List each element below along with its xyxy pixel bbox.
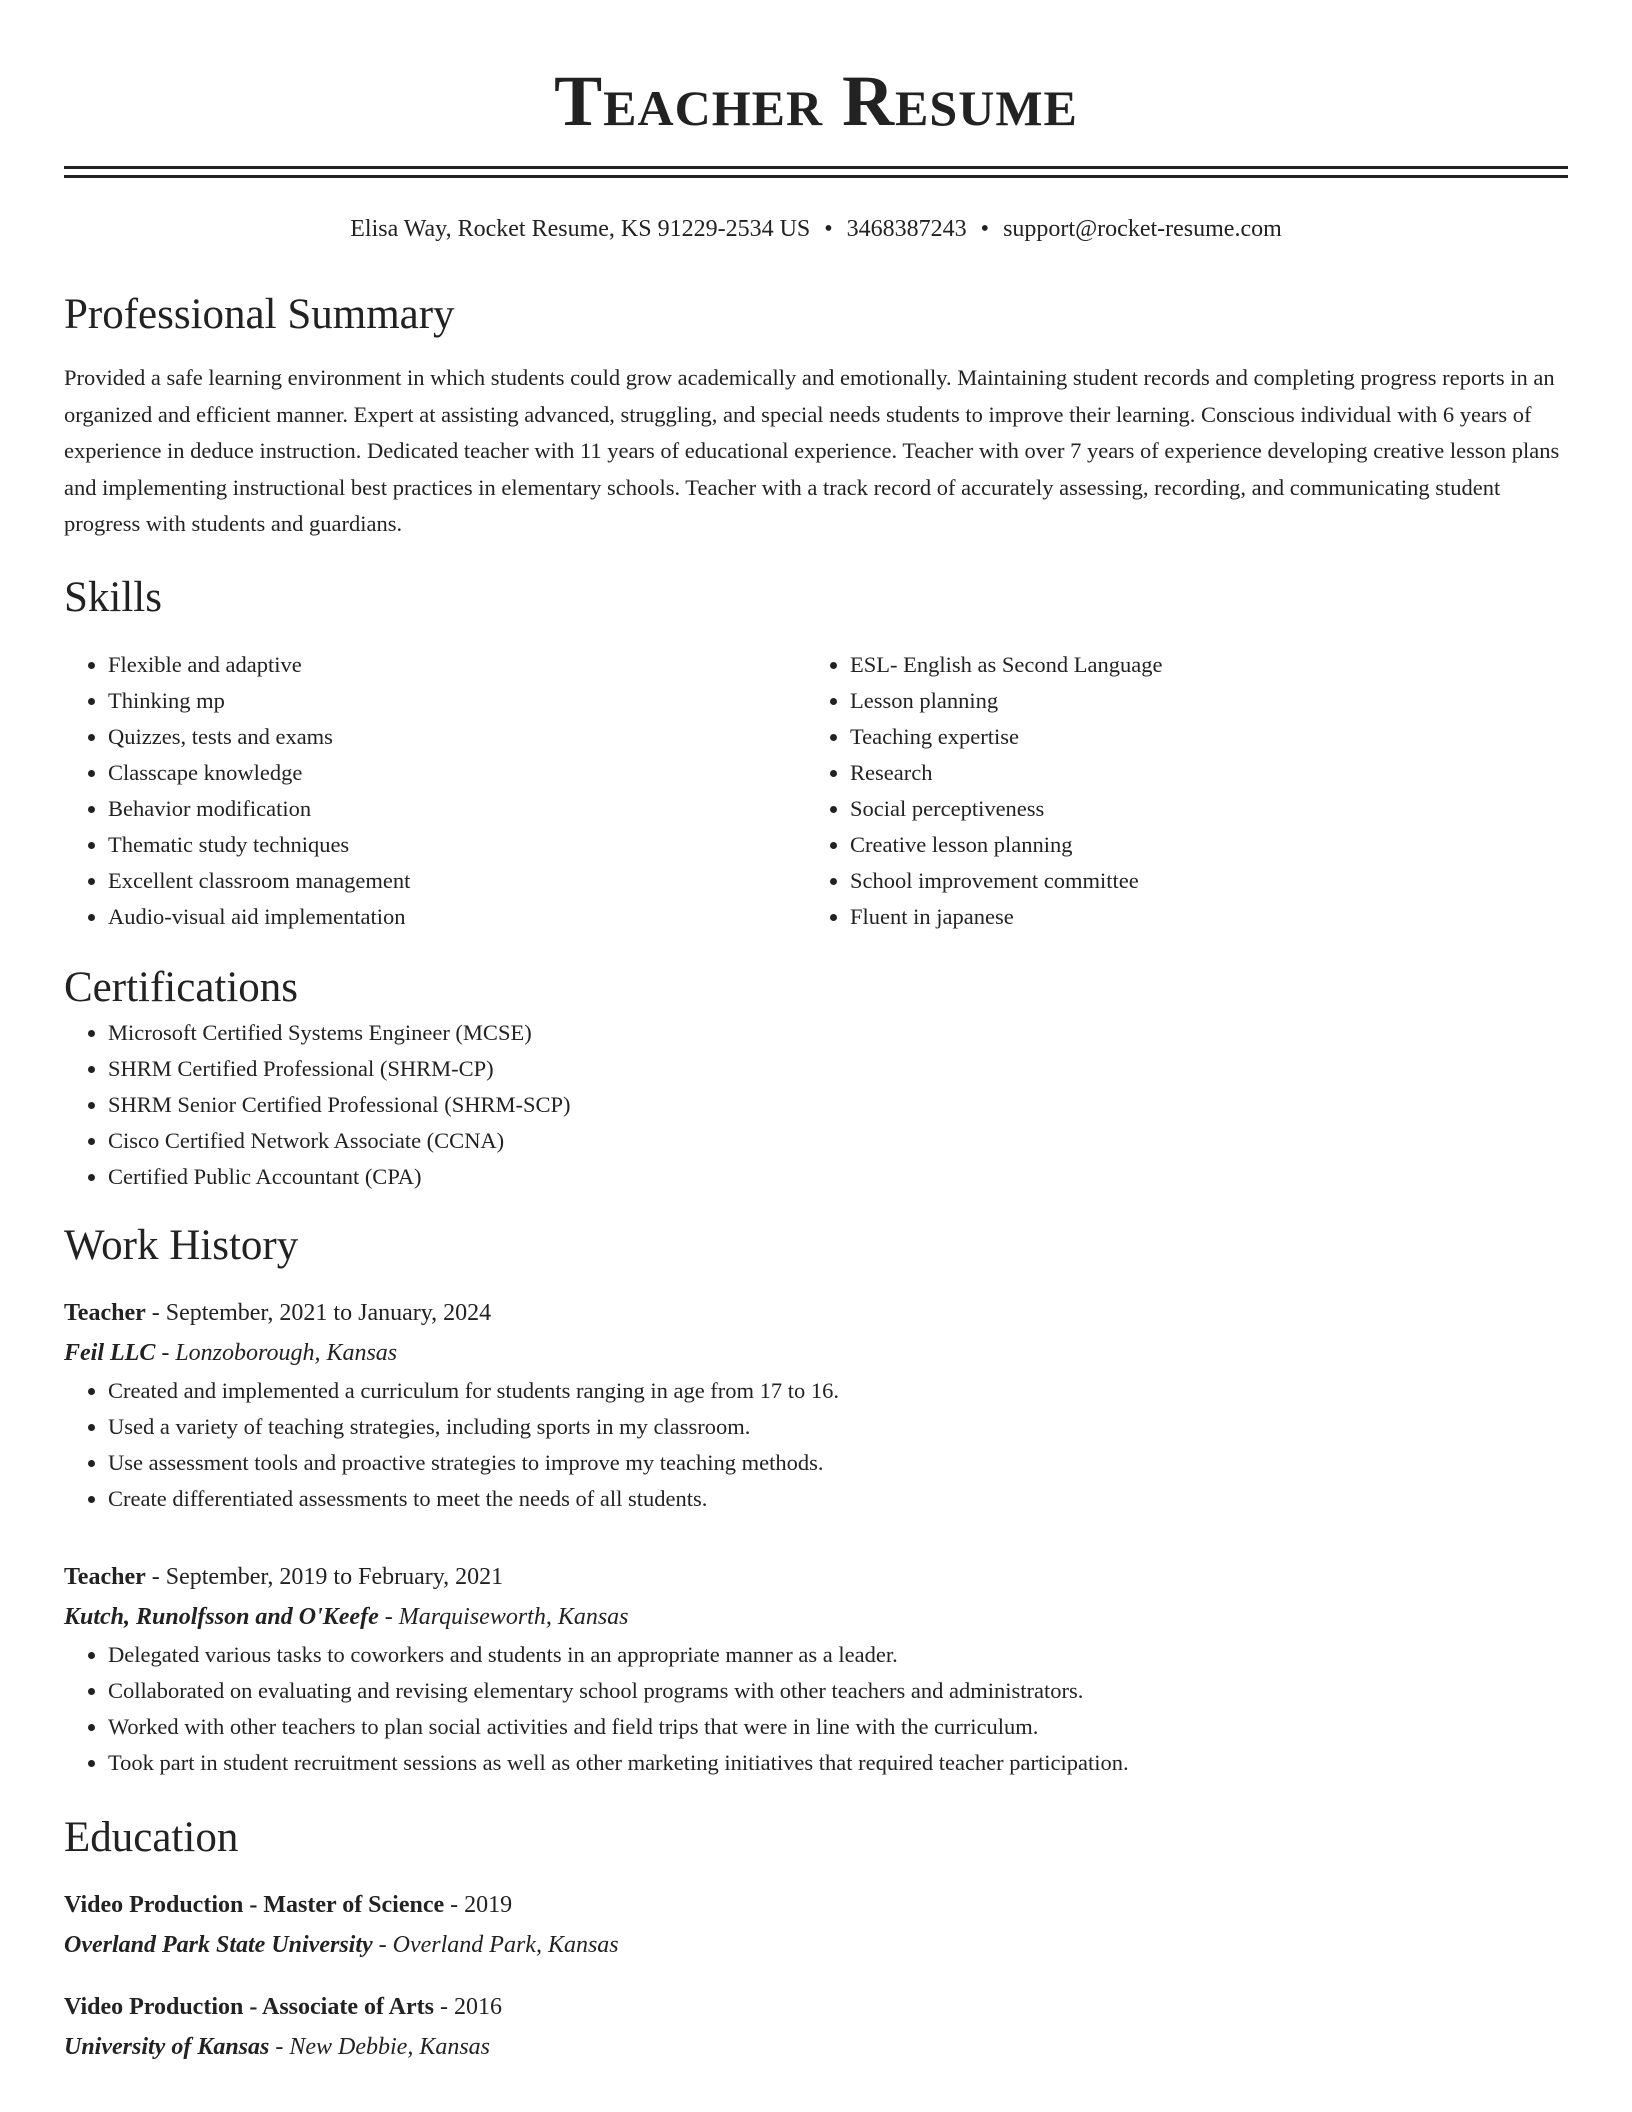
skills-columns: [64, 647, 1568, 935]
list-item: • Classcape knowledge: [108, 755, 806, 791]
job-entry: [64, 1557, 1568, 1781]
contact-line: [64, 214, 1568, 244]
list-item: • Thinking mp: [108, 683, 806, 719]
work-history-heading: Work History: [64, 1221, 299, 1269]
list-item: • ESL- English as Second Language: [850, 647, 1548, 683]
education-year: - 2016: [433, 1993, 502, 2020]
education-location: - Overland Park, Kansas: [372, 1931, 619, 1958]
list-item: • Thematic study techniques: [108, 827, 806, 863]
skills-heading: Skills: [64, 573, 162, 621]
list-item: • Lesson planning: [850, 683, 1548, 719]
job-employer-line: [64, 1333, 1568, 1373]
education-heading: Education: [64, 1813, 239, 1861]
job-location: - Lonzoborough, Kansas: [155, 1339, 398, 1366]
title-divider-top: [64, 166, 1568, 169]
education-school-line: [64, 2027, 1568, 2067]
job-duties-list: [64, 1373, 1568, 1517]
list-item: • Collaborated on evaluating and revising elementary school programs with other teachers and administrators.: [108, 1673, 1568, 1709]
list-item: • Cisco Certified Network Associate (CCNA): [108, 1123, 1568, 1159]
education-school: University of Kansas: [64, 2033, 270, 2060]
job-company: Kutch, Runolfsson and O'Keefe: [64, 1603, 379, 1630]
skills-list-left: [64, 647, 806, 935]
page-title: Teacher Resume: [554, 61, 1078, 141]
list-item: • Social perceptiveness: [850, 791, 1548, 827]
job-company: Feil LLC: [64, 1339, 156, 1366]
certifications-heading: Certifications: [64, 963, 299, 1011]
education-entry: [64, 1987, 1568, 2067]
contact-separator: •: [980, 216, 990, 242]
job-role: Teacher: [64, 1299, 146, 1326]
education-degree-line: [64, 1987, 1568, 2027]
job-dates: - September, 2019 to February, 2021: [145, 1563, 504, 1590]
list-item: • Audio-visual aid implementation: [108, 899, 806, 935]
skills-column-right: [806, 647, 1548, 935]
contact-phone: 3468387243: [846, 216, 967, 242]
list-item: • Fluent in japanese: [850, 899, 1548, 935]
list-item: • SHRM Certified Professional (SHRM-CP): [108, 1051, 1568, 1087]
list-item: • Microsoft Certified Systems Engineer (MCSE): [108, 1015, 1568, 1051]
education-year: - 2019: [444, 1891, 513, 1918]
job-dates: - September, 2021 to January, 2024: [145, 1299, 492, 1326]
job-location: - Marquiseworth, Kansas: [378, 1603, 629, 1630]
list-item: • Delegated various tasks to coworkers and students in an appropriate manner as a leader.: [108, 1637, 1568, 1673]
education-school: Overland Park State University: [64, 1931, 373, 1958]
list-item: • Excellent classroom management: [108, 863, 806, 899]
list-item: • Quizzes, tests and exams: [108, 719, 806, 755]
job-title-line: [64, 1293, 1568, 1333]
job-role: Teacher: [64, 1563, 146, 1590]
list-item: • Use assessment tools and proactive strategies to improve my teaching methods.: [108, 1445, 1568, 1481]
education-degree: Video Production - Master of Science: [64, 1891, 445, 1918]
job-title-line: [64, 1557, 1568, 1597]
education-school-line: [64, 1925, 1568, 1965]
list-item: • Research: [850, 755, 1548, 791]
certifications-list: [64, 1015, 1568, 1195]
list-item: • Worked with other teachers to plan social activities and field trips that were in line with the curriculum.: [108, 1709, 1568, 1745]
title-divider-bottom: [64, 175, 1568, 178]
list-item: • Create differentiated assessments to meet the needs of all students.: [108, 1481, 1568, 1517]
education-degree: Video Production - Associate of Arts: [64, 1993, 434, 2020]
job-entry: [64, 1293, 1568, 1517]
education-entry: [64, 1885, 1568, 1965]
contact-address: Elisa Way, Rocket Resume, KS 91229-2534 US: [350, 216, 811, 242]
summary-text: Provided a safe learning environment in which students could grow academically and emotionally. Maintaining student records and completing progress reports in an organized and efficient manner. Expert at assisting advanced, struggling, and special needs students to improve their learning. Conscious individual with 6 years of experience in deduce instruction. Dedicated teacher with 11 years of educational experience. Teacher with over 7 years of experience developing creative lesson plans and implementing instructional best practices in elementary schools. Teacher with a track record of accurately assessing, recording, and communicating student progress with students and guardians.: [64, 365, 1560, 536]
list-item: • Used a variety of teaching strategies, including sports in my classroom.: [108, 1409, 1568, 1445]
list-item: • Behavior modification: [108, 791, 806, 827]
job-employer-line: [64, 1597, 1568, 1637]
skills-column-left: [64, 647, 806, 935]
list-item: • School improvement committee: [850, 863, 1548, 899]
list-item: • Created and implemented a curriculum for students ranging in age from 17 to 16.: [108, 1373, 1568, 1409]
list-item: • Teaching expertise: [850, 719, 1548, 755]
list-item: • Flexible and adaptive: [108, 647, 806, 683]
list-item: • Creative lesson planning: [850, 827, 1548, 863]
education-degree-line: [64, 1885, 1568, 1925]
contact-email: support@rocket-resume.com: [1003, 216, 1282, 242]
contact-separator: •: [824, 216, 833, 242]
job-duties-list: [64, 1637, 1568, 1781]
list-item: • SHRM Senior Certified Professional (SHRM-SCP): [108, 1087, 1568, 1123]
list-item: • Took part in student recruitment sessions as well as other marketing initiatives that required teacher participation.: [108, 1745, 1568, 1781]
list-item: • Certified Public Accountant (CPA): [108, 1159, 1568, 1195]
skills-list-right: [806, 647, 1548, 935]
summary-heading: Professional Summary: [64, 291, 455, 338]
education-location: - New Debbie, Kansas: [269, 2033, 491, 2060]
